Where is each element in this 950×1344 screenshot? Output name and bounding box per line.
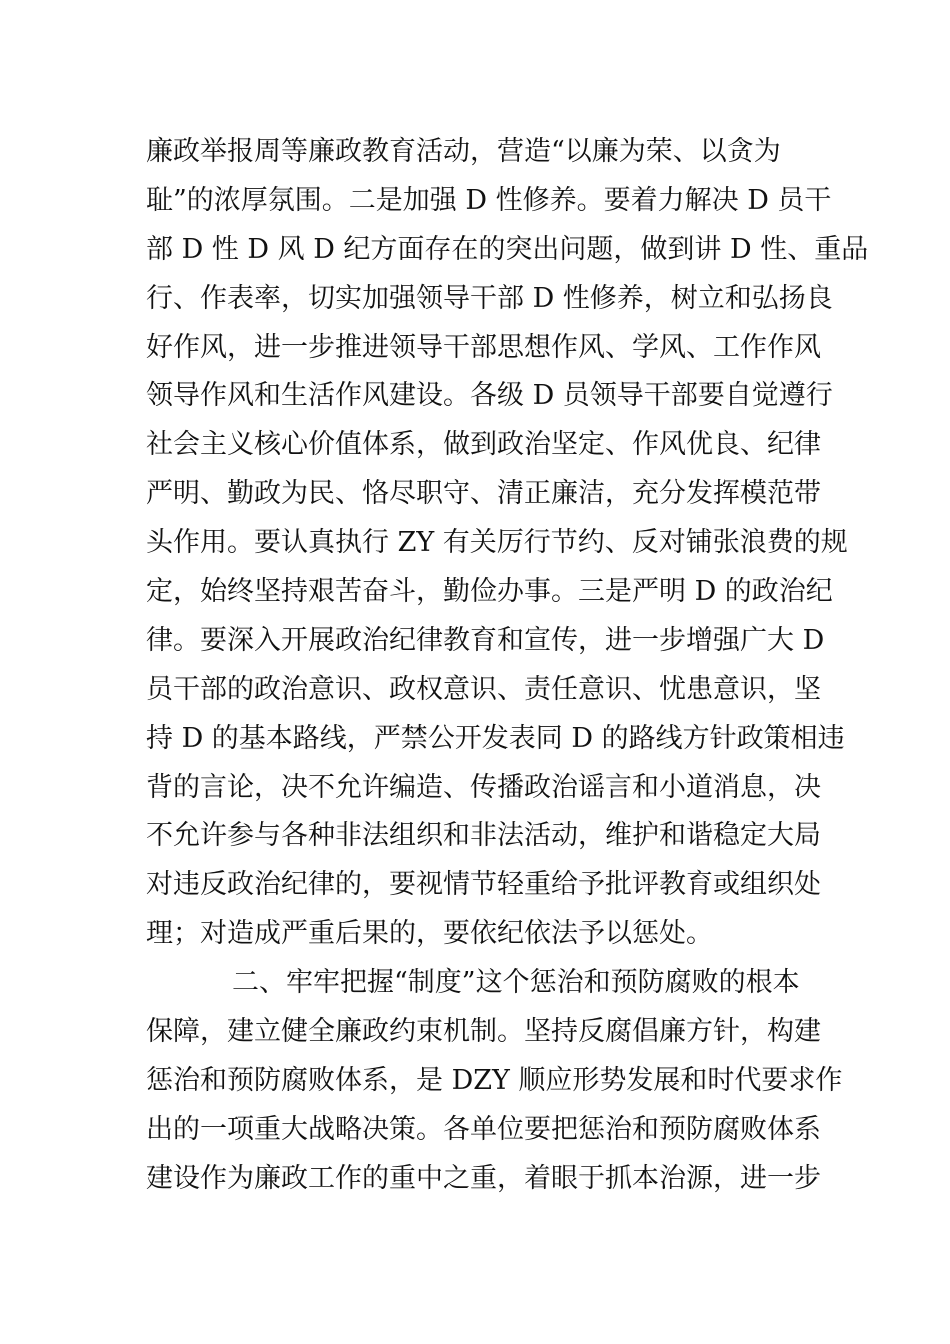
paragraph-line: 理；对造成严重后果的，要依纪依法予以惩处。 — [146, 918, 713, 950]
paragraph-line: 员干部的政治意识、政权意识、责任意识、忧患意识，坚 — [146, 673, 821, 705]
paragraph-line: 部 D 性 D 风 D 纪方面存在的突出问题，做到讲 D 性、重品 — [146, 233, 869, 265]
paragraph-line: 不允许参与各种非法组织和非法活动，维护和谐稳定大局 — [146, 820, 821, 852]
paragraph-line: 好作风，进一步推进领导干部思想作风、学风、工作作风 — [146, 331, 821, 363]
paragraph-line: 建设作为廉政工作的重中之重，着眼于抓本治源，进一步 — [146, 1162, 821, 1194]
paragraph-line: 出的一项重大战略决策。各单位要把惩治和预防腐败体系 — [146, 1113, 821, 1145]
paragraph-line: 背的言论，决不允许编造、传播政治谣言和小道消息，决 — [146, 771, 821, 803]
document-body — [146, 128, 869, 1204]
paragraph-line: 保障，建立健全廉政约束机制。坚持反腐倡廉方针，构建 — [146, 1016, 821, 1048]
paragraph-line: 定，始终坚持艰苦奋斗，勤俭办事。三是严明 D 的政治纪 — [146, 576, 833, 608]
section-heading-line: 二、牢牢把握“制度”这个惩治和预防腐败的根本 — [232, 967, 800, 999]
paragraph-line: 领导作风和生活作风建设。各级 D 员领导干部要自觉遵行 — [146, 380, 833, 412]
paragraph-line: 耻”的浓厚氛围。二是加强 D 性修养。要着力解决 D 员干 — [146, 184, 832, 216]
paragraph-line: 社会主义核心价值体系，做到政治坚定、作风优良、纪律 — [146, 429, 821, 461]
paragraph-line: 对违反政治纪律的，要视情节轻重给予批评教育或组织处 — [146, 869, 821, 901]
paragraph-line: 廉政举报周等廉政教育活动，营造“以廉为荣、以贪为 — [146, 136, 781, 167]
paragraph-line: 持 D 的基本路线，严禁公开发表同 D 的路线方针政策相违 — [146, 722, 845, 754]
paragraph-line: 律。要深入开展政治纪律教育和宣传，进一步增强广大 D — [146, 624, 825, 656]
paragraph-line: 惩治和预防腐败体系，是 DZY 顺应形势发展和时代要求作 — [146, 1064, 843, 1096]
paragraph-line: 行、作表率，切实加强领导干部 D 性修养，树立和弘扬良 — [146, 282, 833, 314]
paragraph-line: 严明、勤政为民、恪尽职守、清正廉洁，充分发挥模范带 — [146, 478, 821, 510]
paragraph-line: 头作用。要认真执行 ZY 有关厉行节约、反对铺张浪费的规 — [146, 527, 848, 559]
